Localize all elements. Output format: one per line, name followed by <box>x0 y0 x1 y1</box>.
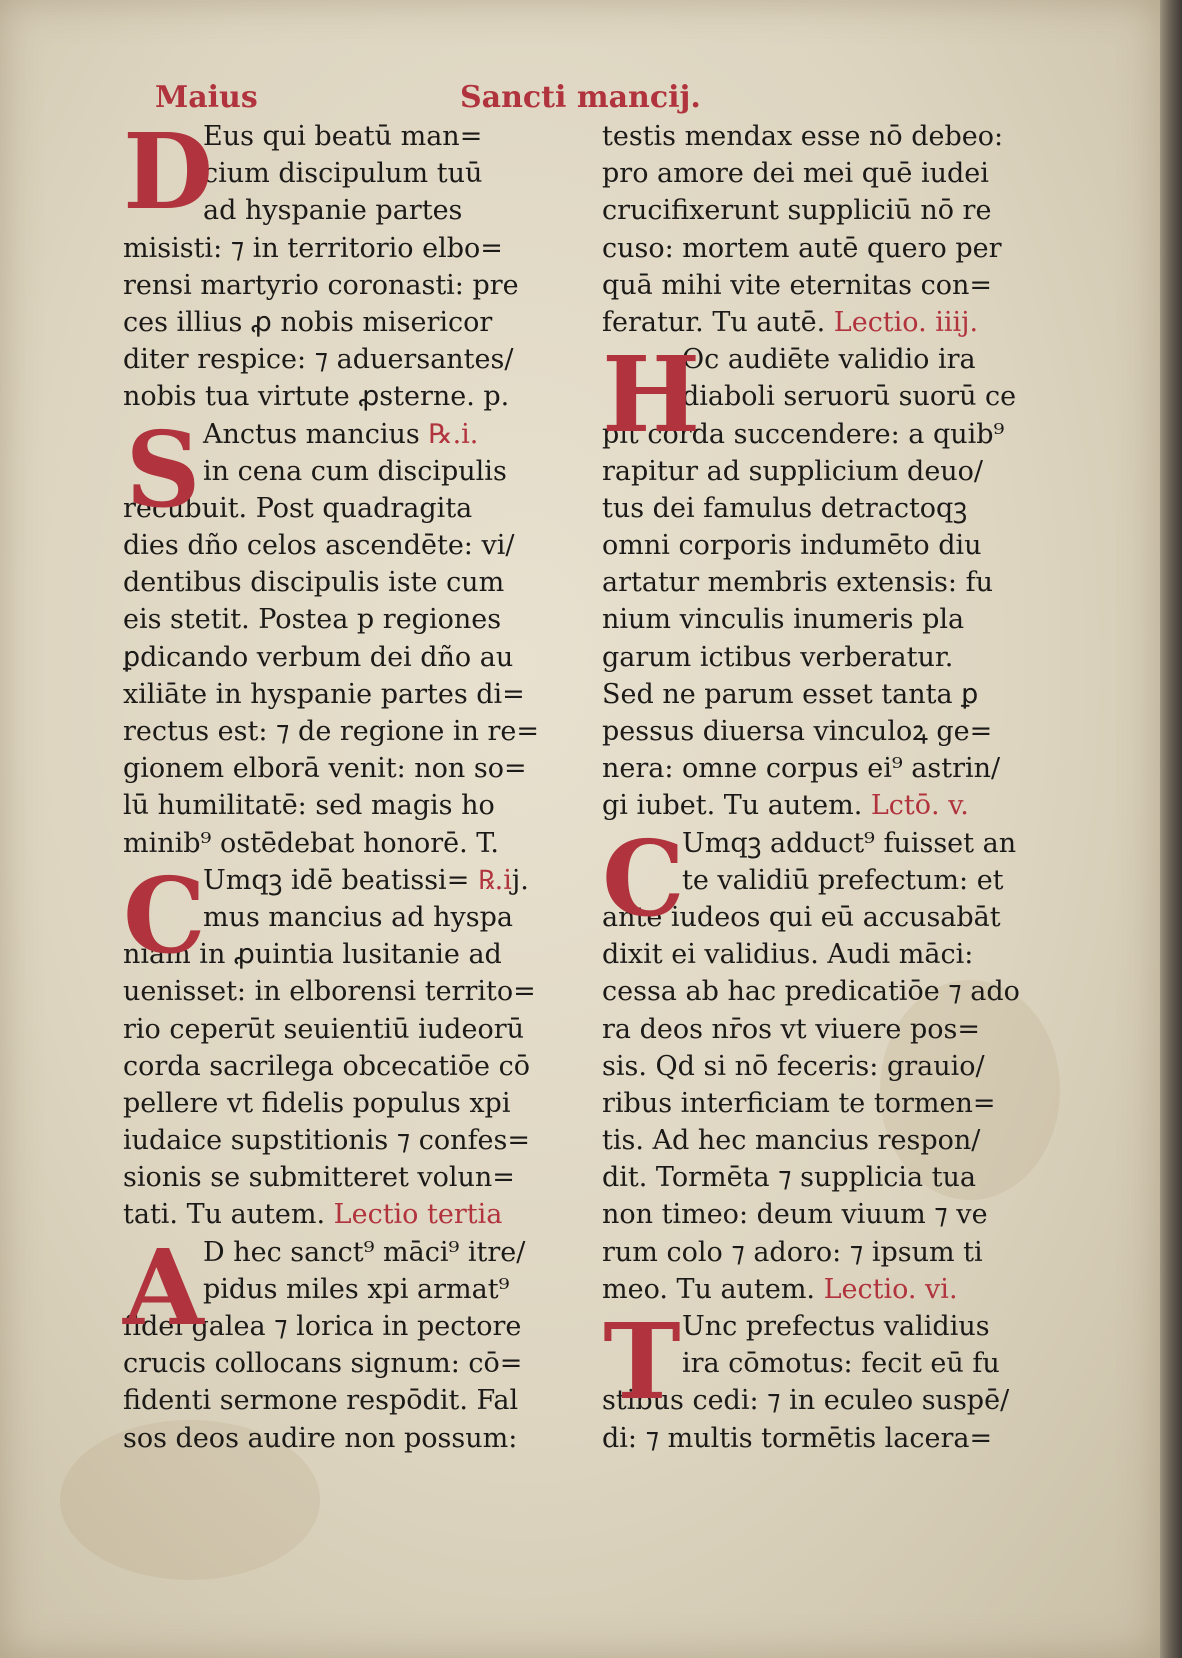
text-line: cium discipulum tuū <box>203 158 483 190</box>
text-line: dies dño celos ascendēte: vi/ <box>123 530 515 562</box>
right-text-column <box>602 118 1062 1457</box>
paragraph <box>123 110 583 416</box>
paragraph <box>123 407 583 862</box>
text-line: ꝑdicando verbum dei dño au <box>123 641 514 673</box>
running-head-right: Sancti mancij. <box>460 80 701 115</box>
paragraph <box>123 853 583 1234</box>
text-line: artatur membris extensis: fu <box>602 567 993 599</box>
text-line: ribus interficiam te tormen= <box>602 1087 996 1119</box>
text-line: rectus est: ⁊ de regione in re= <box>123 716 540 747</box>
rubric-text: Lectio. vi. <box>823 1273 958 1305</box>
text-line: omni corporis indumēto diu <box>602 530 982 562</box>
text-line: D hec sanct⁹ māci⁹ itre/ <box>203 1236 526 1268</box>
text-line: nium vinculis inumeris pla <box>602 604 965 636</box>
text-line: mus mancius ad hyspa <box>203 901 513 933</box>
text-line: feratur. Tu autē. Lectio. iiij. <box>602 306 979 338</box>
text-line: iudaice supstitionis ⁊ confes= <box>123 1125 531 1157</box>
text-line: tus dei famulus detractoqꝫ <box>602 492 968 524</box>
text-line: crucis collocans signum: cō= <box>123 1348 523 1380</box>
text-line: corda sacrilega obcecatiōe cō <box>123 1050 530 1082</box>
text-line: dixit ei validius. Audi māci: <box>602 939 974 971</box>
text-line: stibus cedi: ⁊ in eculeo suspē/ <box>602 1385 1010 1417</box>
text-line: ra deos nr̄os vt viuere pos= <box>602 1013 980 1045</box>
text-line: pidus miles xpi armat⁹ <box>203 1273 510 1305</box>
text-line: Sed ne parum esset tanta ꝑ <box>602 678 979 710</box>
text-line: diaboli seruorū suorū ce <box>682 381 1017 413</box>
drop-initial: D <box>123 110 214 233</box>
text-line: Unc prefectus validius <box>682 1311 990 1342</box>
text-line: crucifixerunt suppliciū nō re <box>602 195 992 227</box>
text-line: pro amore dei mei quē iudei <box>602 158 989 190</box>
text-line: rio ceperūt seuientiū iudeorū <box>123 1013 524 1045</box>
text-line: dentibus discipulis iste cum <box>123 567 505 599</box>
text-line: pellere vt fidelis populus xpi <box>123 1087 511 1119</box>
text-line: gionem elborā venit: non so= <box>123 753 527 785</box>
text-line: rum colo ⁊ adoro: ⁊ ipsum ti <box>602 1236 983 1268</box>
text-line: diter respice: ⁊ aduersantes/ <box>123 344 514 376</box>
left-text-column <box>123 110 583 1457</box>
text-line: Oc audiēte validio ira <box>682 344 976 376</box>
drop-initial: C <box>123 853 206 977</box>
running-head-left: Maius <box>155 80 258 115</box>
rubric-text: Lectio tertia <box>333 1199 503 1231</box>
text-line: xiliāte in hyspanie partes di= <box>123 678 525 710</box>
text-line: te validiū prefectum: et <box>682 864 1004 896</box>
text-line: sos deos audire non possum: <box>123 1422 518 1454</box>
text-line: lū humilitatē: sed magis ho <box>123 790 495 822</box>
drop-initial: H <box>602 333 701 457</box>
paragraph <box>602 118 1062 341</box>
text-line: meo. Tu autem. Lectio. vi. <box>602 1273 958 1305</box>
text-line: garum ictibus verberatur. <box>602 641 954 673</box>
text-line: Anctus mancius ℞.i. <box>203 418 479 450</box>
text-line: pit corda succendere: a quib⁹ <box>602 418 1005 450</box>
text-line: pessus diuersa vinculoꝝ ge= <box>602 716 993 747</box>
rubric-text: Lctō. v. <box>870 790 969 822</box>
text-line: ante iudeos qui eū accusabāt <box>602 901 1001 933</box>
text-line: ces illius ꝓ nobis misericor <box>123 306 493 338</box>
text-line: uenisset: in elborensi territo= <box>123 976 536 1008</box>
text-line: dit. Tormēta ⁊ supplicia tua <box>602 1162 976 1194</box>
text-line: Umqꝫ adduct⁹ fuisset an <box>682 827 1017 859</box>
text-line: sis. Qd si nō feceris: grauio/ <box>602 1050 985 1082</box>
text-line: ad hyspanie partes <box>203 195 463 227</box>
text-line: quā mihi vite eternitas con= <box>602 269 993 301</box>
drop-initial: A <box>123 1225 204 1349</box>
text-line: in cena cum discipulis <box>203 455 507 487</box>
drop-initial: S <box>125 407 201 531</box>
text-line: Eus qui beatū man= <box>203 121 483 152</box>
text-line: cuso: mortem autē quero per <box>602 232 1002 264</box>
text-line: eis stetit. Postea p regiones <box>123 604 502 636</box>
text-line: nobis tua virtute ꝓsterne. p. <box>123 381 510 413</box>
rubric-text: ℞.i <box>477 864 512 896</box>
paragraph <box>602 816 1062 1308</box>
paragraph <box>602 333 1062 824</box>
text-line: niam in ꝓuintia lusitanie ad <box>123 939 502 971</box>
text-line: cessa ab hac predicatiōe ⁊ ado <box>602 976 1020 1008</box>
text-line: testis mendax esse nō debeo: <box>602 121 1004 152</box>
text-line: recubuit. Post quadragita <box>123 492 473 524</box>
text-line: minib⁹ ostēdebat honorē. T. <box>123 827 499 859</box>
paragraph <box>602 1300 1062 1457</box>
paragraph <box>123 1225 583 1457</box>
text-line: di: ⁊ multis tormētis lacera= <box>602 1422 993 1454</box>
binding-gutter <box>1160 0 1182 1658</box>
text-line: tati. Tu autem. Lectio tertia <box>123 1199 503 1231</box>
text-line: tis. Ad hec mancius respon/ <box>602 1125 981 1157</box>
rubric-text: ℞.i. <box>428 418 479 450</box>
text-line: fidei galea ⁊ lorica in pectore <box>123 1311 522 1342</box>
text-line: non timeo: deum viuum ⁊ ve <box>602 1199 988 1231</box>
drop-initial: C <box>602 816 685 940</box>
text-line: gi iubet. Tu autem. Lctō. v. <box>602 790 969 822</box>
text-line: rensi martyrio coronasti: pre <box>123 269 519 301</box>
drop-initial: T <box>603 1300 681 1423</box>
text-line: nera: omne corpus ei⁹ astrin/ <box>602 753 1001 785</box>
rubric-text: Lectio. iiij. <box>833 306 979 338</box>
text-line: sionis se submitteret volun= <box>123 1162 515 1194</box>
text-line: rapitur ad supplicium deuo/ <box>602 455 984 487</box>
text-line: Umqꝫ idē beatissi= ℞.ij. <box>203 864 529 896</box>
text-line: misisti: ⁊ in territorio elbo= <box>123 232 503 264</box>
text-line: ira cōmotus: fecit eū fu <box>682 1348 1000 1380</box>
text-line: fidenti sermone respōdit. Fal <box>123 1385 519 1417</box>
